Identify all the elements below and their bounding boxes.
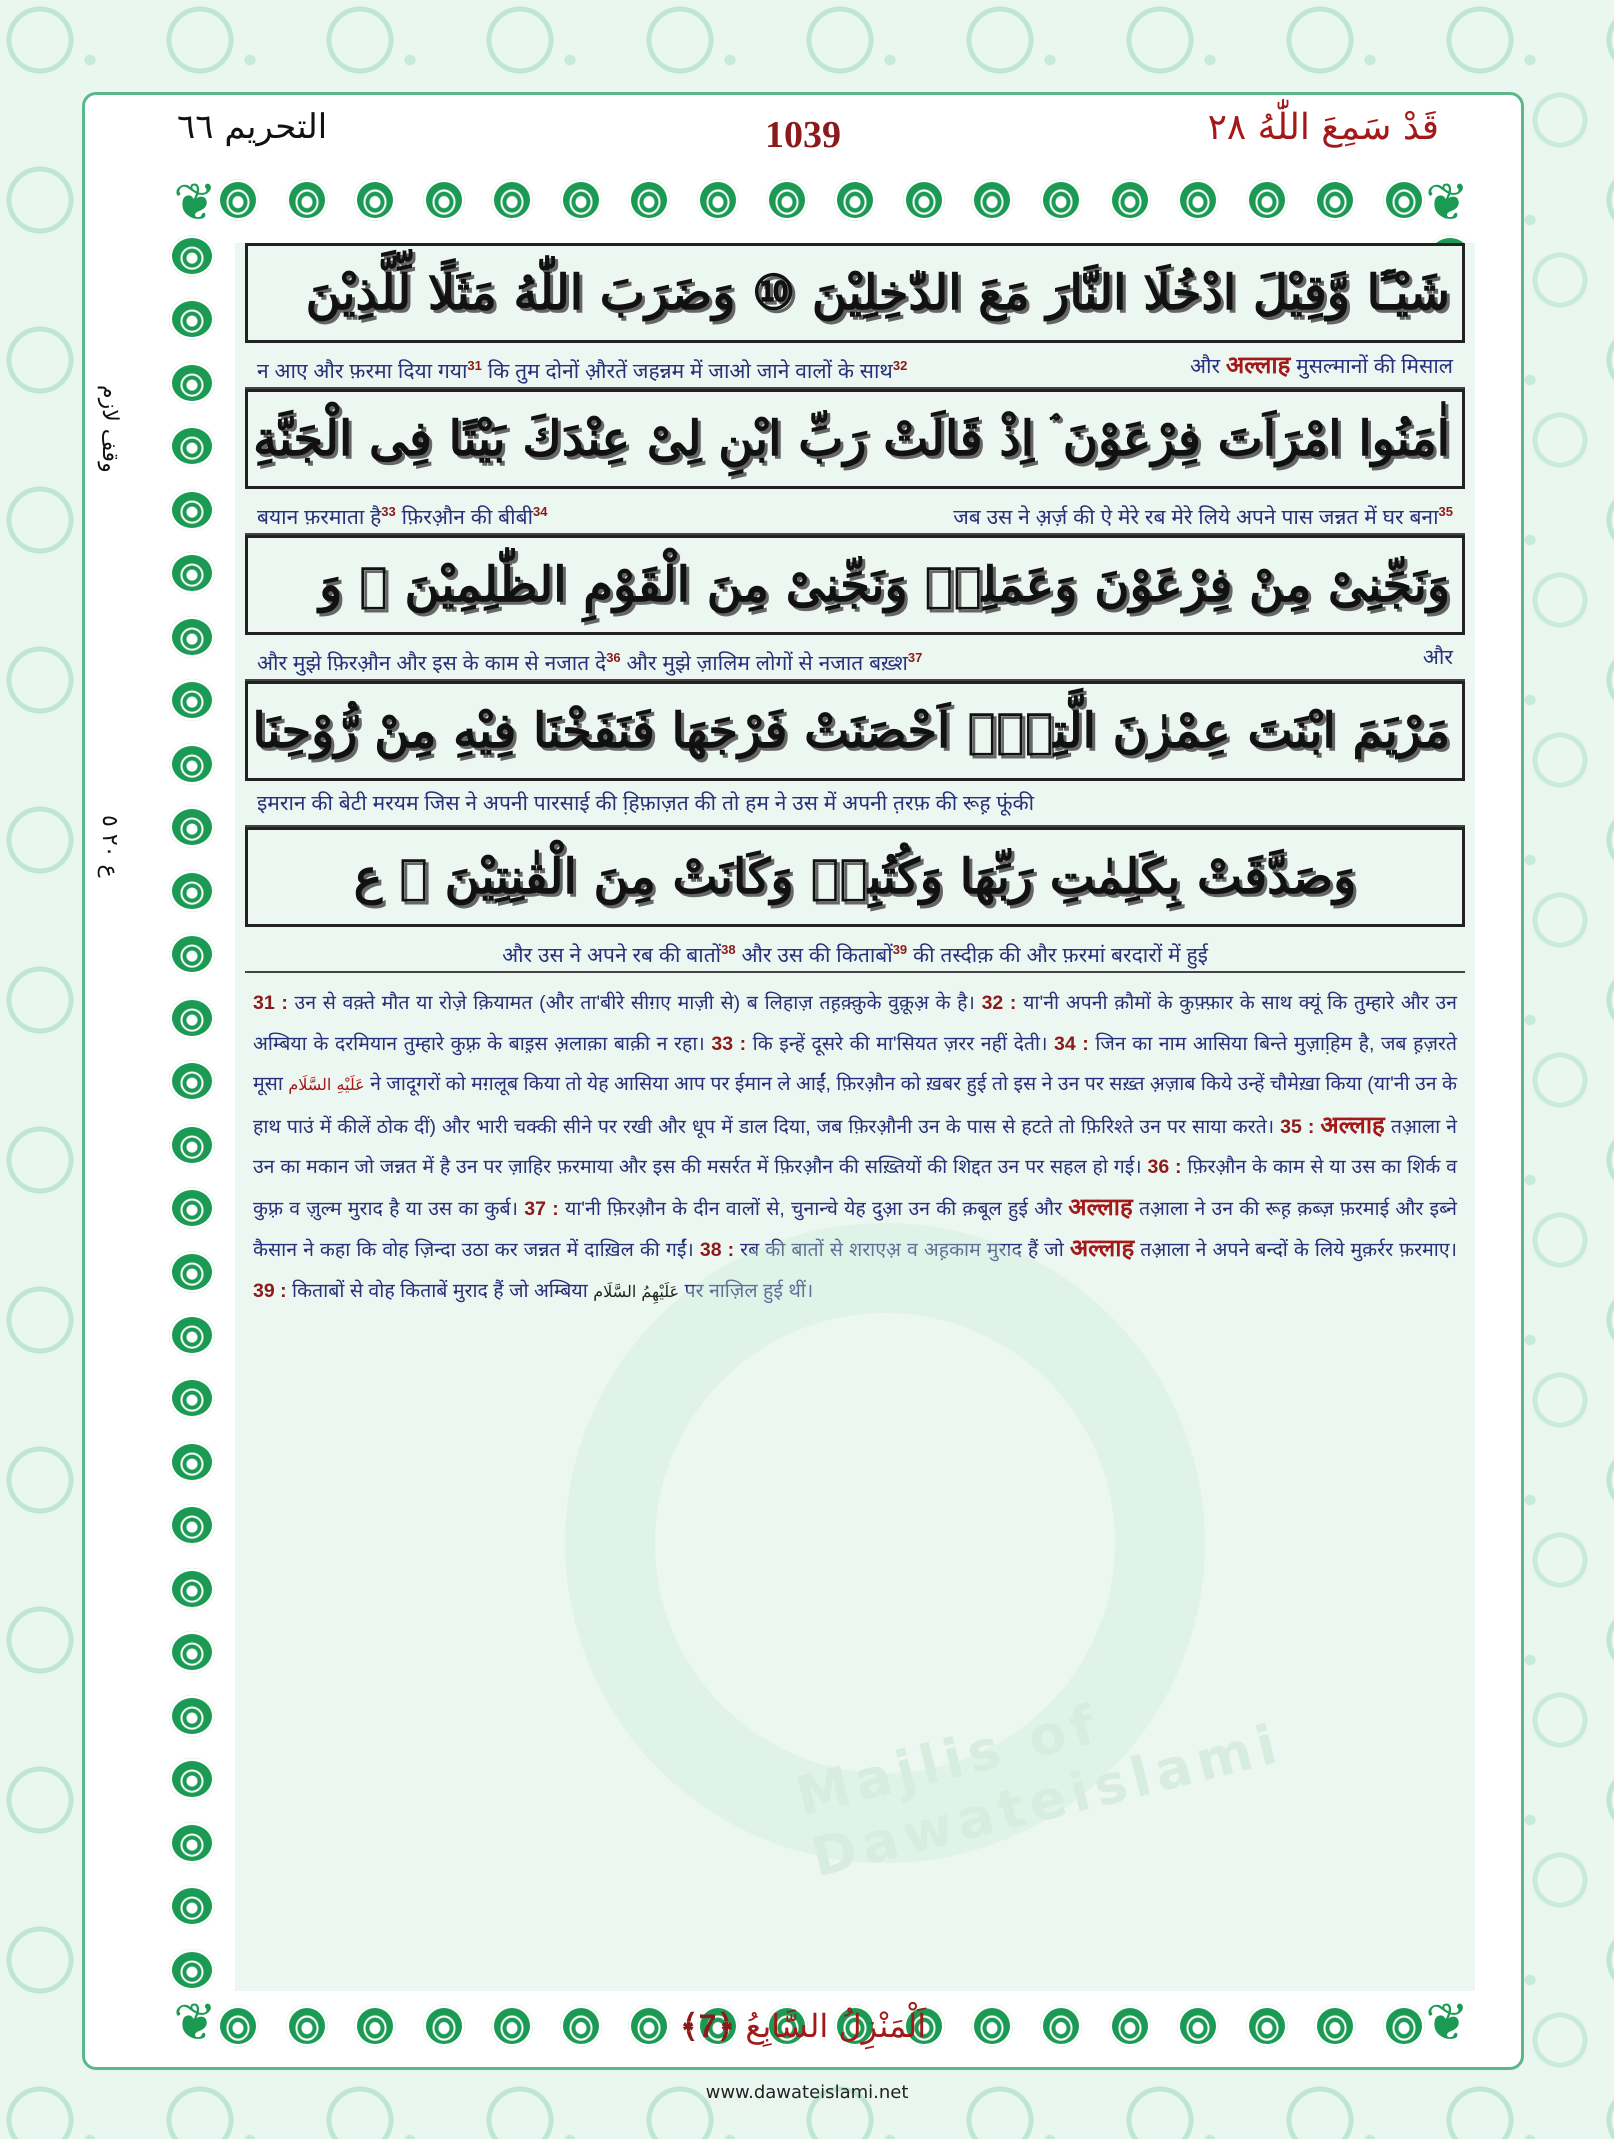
paisley-motif-icon	[169, 1885, 215, 1927]
footnote-number: 35 :	[1280, 1115, 1315, 1138]
translation-text: और उस की किताबों	[741, 944, 893, 967]
footnote-number: 37 :	[524, 1197, 559, 1220]
allah-highlight: अल्लाह	[1068, 1193, 1133, 1221]
paisley-motif-icon	[169, 743, 215, 785]
footnote-text: ने जादूगरों को मग़लूब किया तो येह आसिया आप पर ईमान ले आईं, फ़िरऔ़न को ख़बर हुई तो इस ने उन पर सख़्त अ़ज़ाब किये उन्हें चौमेख़ा किया (या'नी उन के हाथ पाउं में कीलें ठोक दीं) और भारी चक्की सीने पर रखी और धूप में डाल दिया, जब फ़िरऔ़नी उन के पास से हटते तो फ़िरिश्ते उन पर साया करते।	[253, 1073, 1457, 1138]
footnote-text: या'नी अपनी क़ौमों के कुफ़्फ़ार के साथ क्यूं कि तुम्हारे और उन अम्बिया के दरमियान तुम्हारे कुफ़्र के बाइ़स अ़लाक़ा बाक़ी न रहा।	[253, 992, 1458, 1055]
ayah-line: وَصَدَّقَتْ بِكَلِمٰتِ رَبِّهَا وَكُتُبِهٖ وَكَانَتْ مِنَ الْقٰنِتِیْنَ ⑫ ع	[245, 827, 1465, 927]
translation-text: मुसल्मानों की मिसाल	[1296, 355, 1453, 378]
translation-line	[245, 781, 1465, 827]
paisley-motif-icon	[169, 806, 215, 848]
ayah-line: وَنَجِّنِیْ مِنْ فِرْعَوْنَ وَعَمَلِهٖ وَنَجِّنِیْ مِنَ الْقَوْمِ الظّٰلِمِیْنَ ⑪ وَ	[245, 535, 1465, 635]
paisley-motif-icon	[169, 679, 215, 721]
content-area	[235, 243, 1475, 1991]
footnote-text: फ़िरऔ़न के काम से या उस का शिर्क व कुफ़्र व ज़ुल्म मुराद है या उस का कुर्ब।	[253, 1156, 1458, 1220]
paisley-motif-icon	[697, 179, 739, 221]
footnote-number: 34 :	[1054, 1032, 1089, 1055]
allah-highlight: अल्लाह	[1069, 1235, 1135, 1262]
footnote-text: रब की बातों से शराएअ़ व अह़काम मुराद हैं जो	[740, 1239, 1064, 1261]
translation-text: बयान फ़रमाता है	[257, 506, 382, 529]
paisley-motif-icon	[169, 489, 215, 531]
paisley-motif-icon	[169, 235, 215, 277]
paisley-motif-icon	[1383, 179, 1425, 221]
footnote-number: 36 :	[1147, 1156, 1182, 1178]
footnote-text: पर नाज़िल हुई थीं।	[684, 1279, 814, 1302]
website-link[interactable]: www.dawateislami.net	[705, 2082, 909, 2103]
footnote-ref[interactable]: 39	[892, 942, 908, 957]
corner-flourish-icon: ❦	[173, 1993, 217, 2053]
translation-line	[245, 343, 1465, 389]
footnote-number: 32 :	[981, 992, 1017, 1014]
footnote-ref[interactable]: 34	[533, 504, 548, 519]
translation-line	[245, 489, 1465, 535]
footnote-ref[interactable]: 32	[892, 358, 908, 373]
paisley-motif-icon	[169, 1822, 215, 1864]
paisley-motif-icon	[169, 1187, 215, 1229]
honorific-alaihimussalam: عَلَيْهِمُ السَّلَام	[593, 1281, 680, 1301]
paisley-motif-icon	[169, 425, 215, 467]
footnote-ref[interactable]: 38	[721, 942, 736, 957]
paisley-motif-icon	[169, 870, 215, 912]
footnote-number: 31 :	[253, 992, 288, 1014]
paisley-motif-icon	[491, 179, 533, 221]
corner-flourish-icon: ❦	[1425, 173, 1469, 233]
ayah-line: مَرْیَمَ ابْنَتَ عِمْرٰنَ الَّتِیْۤ اَحْصَنَتْ فَرْجَهَا فَنَفَخْنَا فِیْهِ مِنْ رُّوْحِنَا	[245, 681, 1465, 781]
paisley-motif-icon	[169, 362, 215, 404]
ruku-marker: ع ٢٠ ٥	[97, 815, 122, 878]
translation-line	[245, 927, 1465, 973]
paisley-motif-icon	[169, 1758, 215, 1800]
footnote-text: किताबों से वोह किताबें मुराद हैं जो अम्बिया	[292, 1279, 588, 1302]
paisley-motif-icon	[169, 1504, 215, 1546]
translation-text: जब उस ने अ़र्ज़ की ऐ मेरे रब मेरे लिये अपने पास जन्नत में घर बना	[953, 506, 1439, 529]
paisley-motif-icon	[169, 616, 215, 658]
paisley-motif-icon	[628, 179, 670, 221]
corner-flourish-icon: ❦	[1425, 1993, 1469, 2053]
corner-flourish-icon: ❦	[173, 173, 217, 233]
allah-highlight: अल्लाह	[1320, 1111, 1385, 1139]
paisley-motif-icon	[834, 179, 876, 221]
translation-text: फ़िरऔ़न की बीबी	[401, 506, 534, 529]
paisley-motif-icon	[1246, 179, 1288, 221]
paisley-motif-icon	[169, 298, 215, 340]
footnote-text: जिन का नाम आसिया बिन्ते मुज़ाहि़म है, जब ह़ज़रते मूसा	[253, 1032, 1458, 1095]
paisley-motif-icon	[903, 179, 945, 221]
translation-text: और	[1190, 355, 1221, 378]
paisley-motif-icon	[169, 1631, 215, 1673]
footnote-ref[interactable]: 37	[907, 650, 923, 665]
ayah-line: شَيْـًٔا وَّقِيْلَ ادْخُلَا النَّارَ مَعَ الدّٰخِلِيْنَ ⑩ وَضَرَبَ اللّٰهُ مَثَلًا لِّلَّذِيْنَ	[245, 243, 1465, 343]
manzil-marker	[85, 2007, 1521, 2045]
border-col-left	[165, 235, 219, 1991]
paisley-motif-icon	[169, 1695, 215, 1737]
paisley-motif-icon	[560, 179, 602, 221]
paisley-motif-icon	[169, 1568, 215, 1610]
translation-text: इमरान की बेटी मरयम जिस ने अपनी पारसाई की हि़फ़ाज़त की तो हम ने उस में अपनी त़रफ़ की रूह़ फूंकी	[257, 792, 1035, 815]
quran-page	[82, 92, 1524, 2070]
footnote-text: तआ़ला ने उन की रूह़ क़ब्ज़ फ़रमाई और इब्ने कैसान ने कहा कि वोह ज़िन्दा उठा कर जन्नत में दाख़िल की गईं।	[253, 1197, 1457, 1261]
paisley-motif-icon	[169, 1377, 215, 1419]
waqf-lazim-note: وقف لازم	[97, 385, 122, 473]
footnote-text: कि इन्हें दूसरे की मा'सियत ज़रर नहीं देती।	[752, 1032, 1048, 1055]
footnote-ref[interactable]: 31	[467, 358, 482, 373]
paisley-motif-icon	[169, 1251, 215, 1293]
footnote-number: 39 :	[253, 1279, 287, 1302]
footnote-text: तआ़ला ने उन का मकान जो जन्नत में है उन पर ज़ाहिर फ़रमाया और इस की मसर्रत में फ़िरऔ़न की सख़्तियों की शिद्दत उन पर सहल हो गई।	[253, 1115, 1457, 1178]
paisley-motif-icon	[354, 179, 396, 221]
paisley-motif-icon	[1109, 179, 1151, 221]
footnote-ref[interactable]: 33	[381, 504, 396, 519]
paisley-motif-icon	[169, 997, 215, 1039]
ayah-line: اٰمَنُوا امْرَاَتَ فِرْعَوْنَ ۘ اِذْ قَالَتْ رَبِّ ابْنِ لِیْ عِنْدَكَ بَیْتًا فِی الْجَنَّةِ	[245, 389, 1465, 489]
paisley-motif-icon	[1177, 179, 1219, 221]
surah-name: التحریم ٦٦	[177, 107, 328, 147]
footnote-text: तआ़ला ने अपने बन्दों के लिये मुक़र्रर फ़रमाए।	[1140, 1239, 1458, 1261]
paisley-motif-icon	[1040, 179, 1082, 221]
honorific-alaihissalam: عَلَيْهِ السَّلَام	[288, 1075, 365, 1094]
page-header	[85, 103, 1521, 163]
paisley-motif-icon	[169, 933, 215, 975]
paisley-motif-icon	[169, 1060, 215, 1102]
manzil-number: ﴿7﴾	[679, 2008, 736, 2044]
para-name: قَدْ سَمِعَ اللّٰهُ ٢٨	[1207, 107, 1439, 148]
paisley-motif-icon	[169, 1124, 215, 1166]
paisley-motif-icon	[423, 179, 465, 221]
paisley-motif-icon	[286, 179, 328, 221]
paisley-motif-icon	[169, 552, 215, 594]
footnote-number: 33 :	[711, 1032, 747, 1055]
translation-text: कि तुम दोनों औ़रतें जहन्नम में जाओ जाने वालों के साथ	[481, 360, 893, 383]
page-number: 1039	[765, 114, 841, 156]
translation-text: की तस्दीक़ की और फ़रमां बरदारों में हुई	[913, 944, 1208, 967]
allah-highlight: अल्लाह	[1225, 352, 1291, 379]
footnote-text: या'नी फ़िरऔ़न के दीन वालों से, चुनान्चे येह दुआ़ उन की क़बूल हुई और	[564, 1197, 1063, 1220]
footnote-ref[interactable]: 36	[606, 650, 621, 665]
paisley-motif-icon	[169, 1314, 215, 1356]
manzil-label: اَلْمَنْزِلُ السَّابِعُ	[745, 2007, 927, 2045]
translation-text: और उस ने अपने रब की बातों	[502, 944, 722, 967]
paisley-motif-icon	[169, 1441, 215, 1483]
translation-text: और	[1422, 646, 1453, 669]
footnote-number: 38 :	[699, 1239, 735, 1261]
paisley-motif-icon	[971, 179, 1013, 221]
footnotes	[245, 979, 1465, 1316]
translation-line	[245, 635, 1465, 681]
paisley-motif-icon	[217, 179, 259, 221]
translation-text: और मुझे फ़िरऔ़न और इस के काम से नजात दे	[257, 652, 607, 675]
border-row-top	[217, 173, 1425, 227]
footnote-ref[interactable]: 35	[1438, 504, 1453, 519]
paisley-motif-icon	[1314, 179, 1356, 221]
translation-text: और मुझे ज़ालिम लोगों से नजात बख़्श	[626, 652, 908, 675]
watermark-text: Majlis of Dawateislami	[789, 1691, 1289, 1890]
paisley-motif-icon	[766, 179, 808, 221]
footnote-text: उन से वक़्ते मौत या रोज़े क़ियामत (और ता'बीरे सीग़ए माज़ी से) ब लिहाज़ तह़क़्क़ुके वुक़ूअ़ के है।	[294, 992, 975, 1014]
paisley-motif-icon	[169, 1949, 215, 1991]
translation-text: न आए और फ़रमा दिया गया	[257, 360, 468, 383]
